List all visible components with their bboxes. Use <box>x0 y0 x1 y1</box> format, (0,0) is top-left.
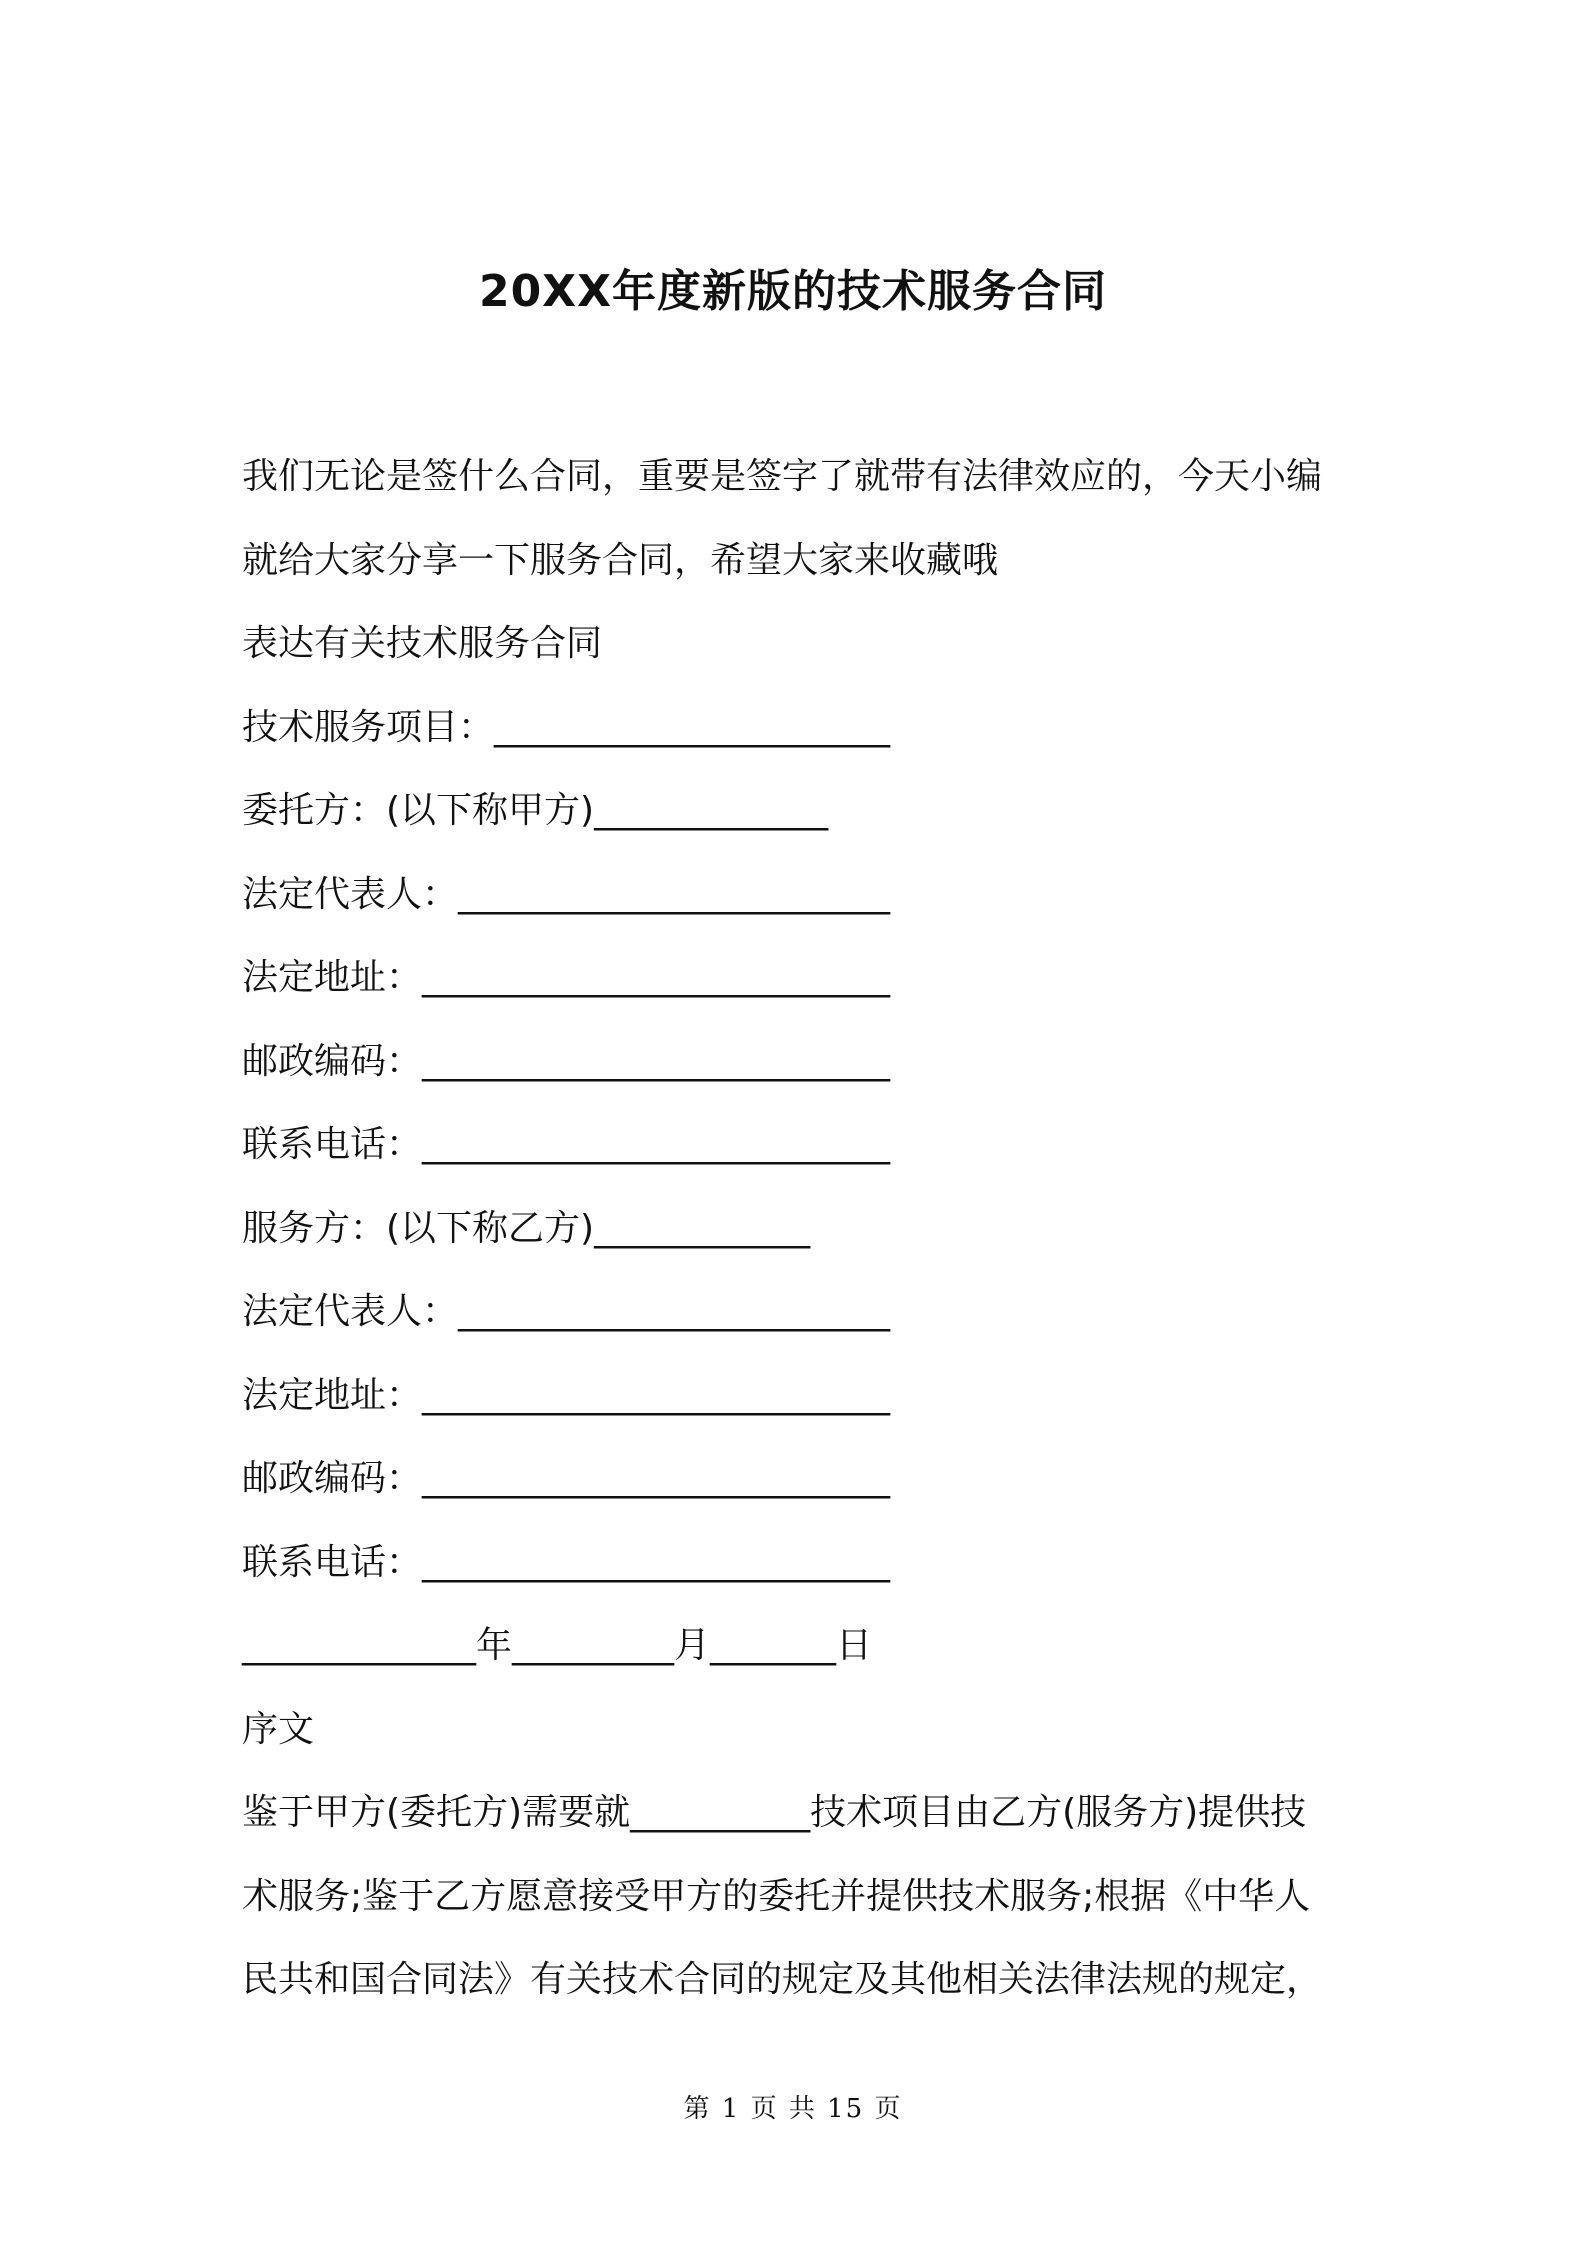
field-phone: 联系电话：__________________________ <box>242 1541 891 1583</box>
field-legal-address: 法定地址：__________________________ <box>242 957 891 998</box>
field-legal-representative: 法定代表人：________________________ <box>242 873 891 915</box>
field-phone: 联系电话：__________________________ <box>242 1124 891 1165</box>
field-legal-representative: 法定代表人：________________________ <box>242 1291 891 1332</box>
section-heading-preface: 序文 <box>242 1708 315 1750</box>
body-line: 民共和国合同法》有关技术合同的规定及其他相关法律法规的规定， <box>242 1959 1323 2000</box>
body-line: 我们无论是签什么合同，重要是签字了就带有法律效应的，今天小编 <box>242 456 1323 497</box>
page-footer: 第 1 页 共 15 页 <box>683 2094 903 2124</box>
field-postal-code: 邮政编码：__________________________ <box>242 1040 891 1082</box>
body-line: 术服务;鉴于乙方愿意接受甲方的委托并提供技术服务;根据《中华人 <box>242 1875 1311 1917</box>
document-title: 20XX年度新版的技术服务合同 <box>478 266 1108 317</box>
field-service-item: 技术服务项目：______________________ <box>242 706 891 748</box>
section-heading: 表达有关技术服务合同 <box>242 623 603 664</box>
body-line: 就给大家分享一下服务合同，希望大家来收藏哦 <box>242 539 999 581</box>
body-line: 鉴于甲方(委托方)需要就__________技术项目由乙方(服务方)提供技 <box>242 1792 1307 1833</box>
field-date: _____________年_________月_______日 <box>242 1625 872 1666</box>
field-legal-address: 法定地址：__________________________ <box>242 1374 891 1416</box>
field-service-party: 服务方：(以下称乙方)____________ <box>242 1207 811 1249</box>
field-client-party: 委托方：(以下称甲方)_____________ <box>242 790 829 831</box>
field-postal-code: 邮政编码：__________________________ <box>242 1458 891 1499</box>
document-body <box>242 448 1362 2035</box>
